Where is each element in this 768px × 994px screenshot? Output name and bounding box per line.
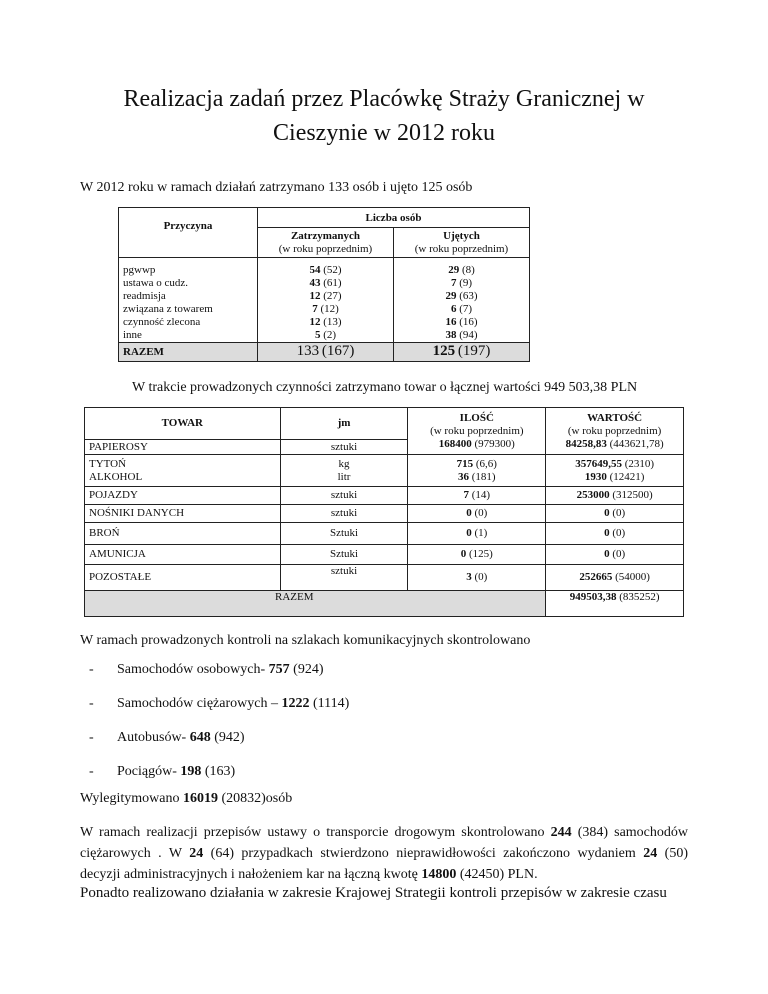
table-row: inne 5 (2) 38 (94) [119, 329, 530, 343]
table-row: PAPIEROSY sztuki [85, 440, 684, 455]
table-row: czynność zlecona 12 (13) 16 (16) [119, 316, 530, 329]
list-dash: - [89, 662, 94, 677]
list-item: Pociągów- 198 (163) [117, 764, 236, 779]
list-dash: - [89, 730, 94, 745]
table-row: POZOSTAŁE sztuki 3 (0) 252665 (54000) [85, 565, 684, 591]
transport-paragraph: W ramach realizacji przepisów ustawy o transporcie drogowym skontrolowano 244 (384) samochodów ciężarowych . W 24 (64) przypadkach stwierdzono nieprawidłowości zakończono wydaniem 24 (50) decyzji administracyjnych i nałożeniem kar na łączną kwotę 14800 (42450) PLN. [80, 825, 689, 882]
table-row: AMUNICJA Sztuki 0 (125) 0 (0) [85, 545, 684, 565]
table-row: związana z towarem 7 (12) 6 (7) [119, 303, 530, 316]
list-item: Samochodów osobowych- 757 (924) [117, 662, 324, 677]
table-row: BROŃ Sztuki 0 (1) 0 (0) [85, 523, 684, 545]
table-row: TYTOŃ ALKOHOL kg litr 715 (6,6) 36 (181) 357649,55 (2310) 1930 (12421) [85, 455, 684, 487]
header-cause: Przyczyna [119, 208, 258, 258]
table-row: ustawa o cudz. 43 (61) 7 (9) [119, 277, 530, 290]
further-actions-text: Ponadto realizowano działania w zakresie Krajowej Strategii kontroli przepisów w zakresie czasu [80, 885, 667, 901]
table-row: POJAZDY sztuki 7 (14) 253000 (312500) [85, 487, 684, 505]
page-title [60, 82, 708, 150]
header-goods: TOWAR [85, 408, 281, 440]
header-caught: Ujętych (w roku poprzednim) [394, 228, 530, 258]
header-value: WARTOŚĆ (w roku poprzednim) 84258,83 (443621,78) [546, 408, 684, 455]
list-dash: - [89, 764, 94, 779]
header-unit: jm [280, 408, 408, 440]
header-detained: Zatrzymanych (w roku poprzednim) [258, 228, 394, 258]
total-row: RAZEM 133 (167) 125 (197) [119, 342, 530, 361]
table-row: readmisja 12 (27) 29 (63) [119, 290, 530, 303]
total-row: RAZEM 949503,38 (835252) [85, 591, 684, 617]
persons-table [118, 207, 530, 362]
list-item: Samochodów ciężarowych – 1222 (1114) [117, 696, 350, 711]
title-line-2: Cieszynie w 2012 roku [273, 120, 495, 146]
title-line-1: Realizacja zadań przez Placówkę Straży Granicznej w [123, 86, 645, 112]
goods-table [84, 407, 684, 617]
header-count: Liczba osób [258, 208, 530, 228]
table-row: NOŚNIKI DANYCH sztuki 0 (0) 0 (0) [85, 505, 684, 523]
goods-intro: W trakcie prowadzonych czynności zatrzymano towar o łącznej wartości 949 503,38 PLN [132, 380, 638, 395]
list-item: Autobusów- 648 (942) [117, 730, 245, 745]
list-dash: - [89, 696, 94, 711]
legitimation-text: Wylegitymowano 16019 (20832)osób [80, 791, 293, 806]
controls-intro: W ramach prowadzonych kontroli na szlakach komunikacyjnych skontrolowano [80, 633, 531, 648]
header-qty: ILOŚĆ (w roku poprzednim) 168400 (979300) [408, 408, 546, 455]
table-row: pgwwp 54 (52) 29 (8) [119, 264, 530, 277]
intro-text: W 2012 roku w ramach działań zatrzymano 133 osób i ujęto 125 osób [80, 180, 473, 195]
